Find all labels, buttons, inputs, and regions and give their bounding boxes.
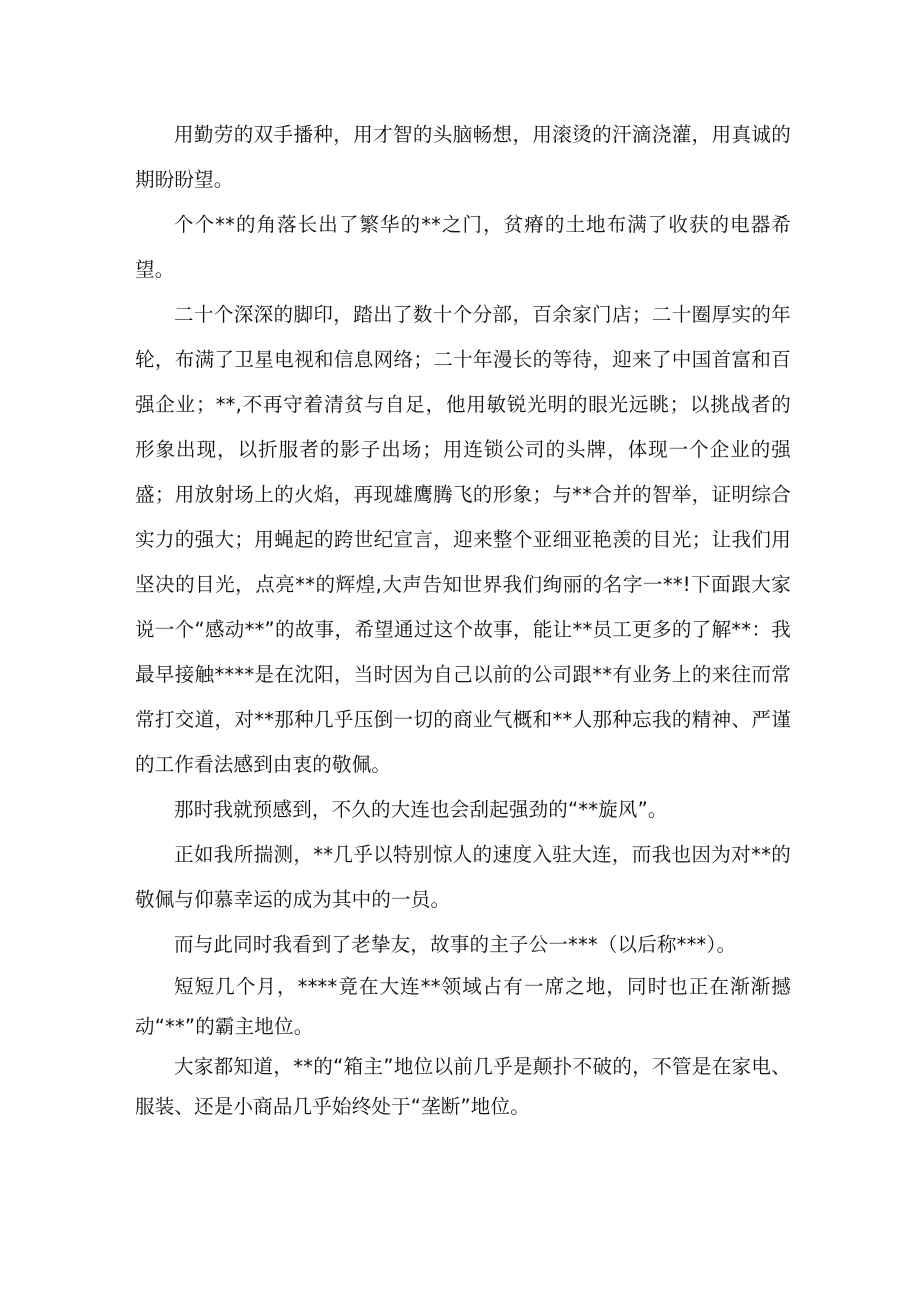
paragraph-1: 用勤劳的双手播种，用才智的头脑畅想，用滚烫的汗滴浇灌，用真诚的期盼盼望。 (135, 123, 791, 191)
paragraph-7: 短短几个月，****竟在大连**领域占有一席之地，同时也正在渐渐撼动“**”的霸主地位。 (135, 975, 791, 1038)
paragraph-8: 大家都知道，**的“箱主”地位以前几乎是颠扑不破的，不管是在家电、服装、还是小商品几乎始终处于“垄断”地位。 (135, 1055, 791, 1118)
paragraph-2: 个个**的角落长出了繁华的**之门，贫瘠的土地布满了收获的电器希望。 (135, 213, 791, 281)
document-body (135, 112, 791, 1127)
paragraph-3: 二十个深深的脚印，踏出了数十个分部，百余家门店；二十圈厚实的年轮，布满了卫星电视和信息网络；二十年漫长的等待，迎来了中国首富和百强企业；**,不再守着清贫与自足，他用敏锐光明的眼光远眺；以挑战者的形象出现，以折服者的影子出场；用连锁公司的头牌，体现一个企业的强盛；用放射场上的火焰，再现雄鹰腾飞的形象；与**合并的智举，证明综合实力的强大；用蝇起的跨世纪宣言，迎来整个亚细亚艳羡的目光；让我们用坚决的目光，点亮**的辉煌,大声告知世界我们绚丽的名字一**!下面跟大家说一个“感动**”的故事，希望通过这个故事，能让**员工更多的了解**：我最早接触****是在沈阳，当时因为自己以前的公司跟**有业务上的来往而常常打交道，对**那种几乎压倒一切的商业气概和**人那种忘我的精神、严谨的工作看法感到由衷的敬佩。 (135, 303, 791, 776)
paragraph-4: 那时我就预感到，不久的大连也会刮起强劲的“**旋风”。 (174, 798, 668, 821)
paragraph-5: 正如我所揣测，**几乎以特别惊人的速度入驻大连，而我也因为对**的敬佩与仰慕幸运的成为其中的一员。 (135, 843, 791, 911)
paragraph-6: 而与此同时我看到了老挚友，故事的主子公一***（以后称***）。 (174, 933, 737, 956)
